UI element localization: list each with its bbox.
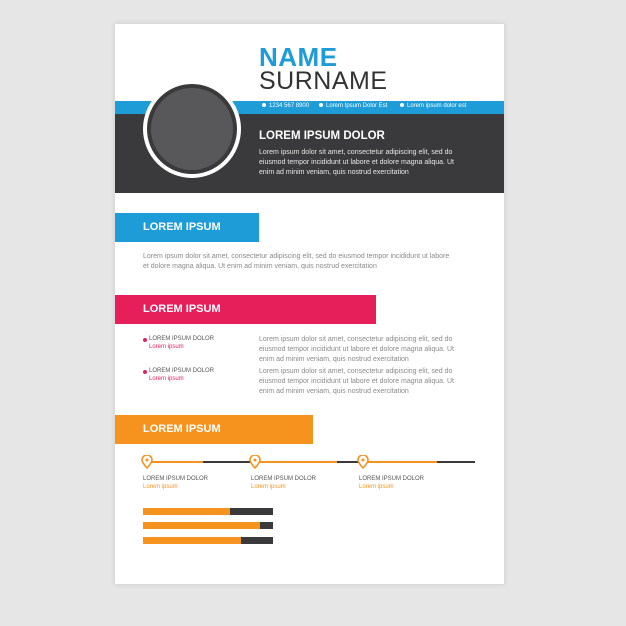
map-pin-icon <box>141 455 153 469</box>
timeline-title: LOREM IPSUM DOLOR <box>359 476 425 482</box>
item-subtitle: Lorem ipsum <box>149 344 184 350</box>
section-heading-pink: LOREM IPSUM <box>115 295 376 324</box>
profile-photo-placeholder <box>151 88 233 170</box>
bullet-icon <box>319 103 323 107</box>
timeline-segment <box>255 461 337 463</box>
map-pin-icon <box>357 455 369 469</box>
timeline-subtitle: Lorem ipsum <box>359 484 394 490</box>
map-pin-icon <box>249 455 261 469</box>
bullet-icon <box>262 103 266 107</box>
profile-text: Lorem ipsum dolor sit amet, consectetur adipiscing elit, sed do eiusmod tempor incididunt ut labore et dolore magna aliqua. Ut enim ad minim veniam, quis nostrud exercitation <box>259 149 454 176</box>
timeline-segment <box>203 461 255 463</box>
timeline-title: LOREM IPSUM DOLOR <box>251 476 317 482</box>
timeline-title: LOREM IPSUM DOLOR <box>143 476 209 482</box>
bullet-icon <box>143 338 147 342</box>
section1-text: Lorem ipsum dolor sit amet, consectetur adipiscing elit, sed do eiusmod tempor incididunt ut labore et dolore magna aliqua. Ut enim ad minim veniam, quis nostrud exercitation <box>143 253 450 270</box>
item-title: LOREM IPSUM DOLOR <box>149 368 215 374</box>
skill-bar-fill <box>143 508 230 515</box>
timeline-segment <box>437 461 475 463</box>
contact-email: Lorem ipsum dolor est <box>400 103 466 109</box>
contact-address: Lorem Ipsum Dolor Est <box>319 103 387 109</box>
skill-bar-fill <box>143 537 241 544</box>
item-description: Lorem ipsum dolor sit amet, consectetur adipiscing elit, sed do eiusmod tempor incididunt ut labore et dolore magna aliqua. Ut enim ad minim veniam, quis nostrud exercitation <box>259 368 454 395</box>
contact-phone: 1234 567 8900 <box>262 103 309 109</box>
first-name: NAME <box>259 42 338 72</box>
bullet-icon <box>400 103 404 107</box>
timeline-subtitle: Lorem ipsum <box>143 484 178 490</box>
surname: SURNAME <box>259 67 388 95</box>
item-title: LOREM IPSUM DOLOR <box>149 336 215 342</box>
profile-title: LOREM IPSUM DOLOR <box>259 130 385 142</box>
item-description: Lorem ipsum dolor sit amet, consectetur adipiscing elit, sed do eiusmod tempor incididunt ut labore et dolore magna aliqua. Ut enim ad minim veniam, quis nostrud exercitation <box>259 336 454 363</box>
item-subtitle: Lorem ipsum <box>149 376 184 382</box>
timeline-segment <box>147 461 203 463</box>
section-heading-orange: LOREM IPSUM <box>115 415 313 444</box>
skill-bar-fill <box>143 522 260 529</box>
section-heading-blue: LOREM IPSUM <box>115 213 259 242</box>
timeline-subtitle: Lorem ipsum <box>251 484 286 490</box>
bullet-icon <box>143 370 147 374</box>
timeline-segment <box>363 461 437 463</box>
